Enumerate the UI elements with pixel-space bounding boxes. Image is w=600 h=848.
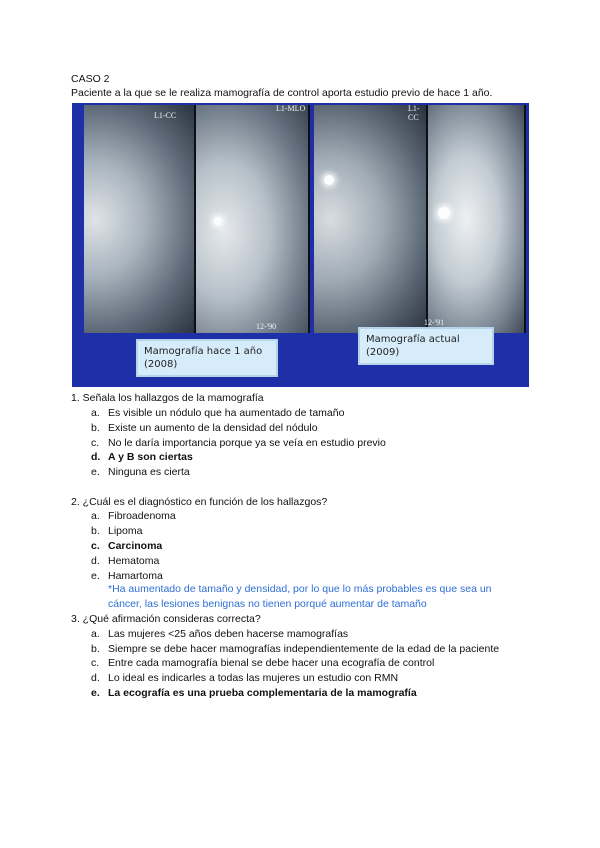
option xyxy=(91,643,499,655)
option-text: Lipoma xyxy=(108,525,143,537)
option-text: Carcinoma xyxy=(108,540,163,552)
option-text: Lo ideal es indicarles a todas las mujeres un estudio con RMN xyxy=(108,672,399,684)
option xyxy=(91,422,318,434)
caption-prior-line2: (2008) xyxy=(144,359,178,370)
mammogram-film-current-cc xyxy=(314,105,428,333)
option-text: No le daría importancia porque ya se veía en estudio previo xyxy=(108,437,386,449)
case-title: CASO 2 xyxy=(71,73,110,85)
option-letter: e. xyxy=(91,687,100,699)
option-letter: e. xyxy=(91,466,100,478)
question-2: 2. ¿Cuál es el diagnóstico en función de los hallazgos? xyxy=(71,496,328,508)
caption-current-line2: (2009) xyxy=(366,347,400,358)
option xyxy=(91,525,142,537)
caption-current xyxy=(358,327,494,365)
option-correct xyxy=(91,451,193,463)
caption-current-line1: Mamografía actual xyxy=(366,334,460,345)
option xyxy=(91,555,159,567)
film-label: L1-MLO xyxy=(276,104,306,113)
option xyxy=(91,510,176,522)
option-letter: a. xyxy=(91,628,100,640)
film-date: 12-'91 xyxy=(424,318,445,327)
mammogram-film-prior-mlo xyxy=(196,105,310,333)
option-letter: c. xyxy=(91,437,100,449)
film-date: 12-'90 xyxy=(256,322,277,331)
option-letter: a. xyxy=(91,407,100,419)
option-correct xyxy=(91,687,417,699)
option-text: A y B son ciertas xyxy=(108,451,193,463)
nodule-current-mlo xyxy=(438,207,450,219)
case-intro: Paciente a la que se le realiza mamografía de control aporta estudio previo de hace 1 año. xyxy=(71,87,493,99)
option-letter: c. xyxy=(91,657,100,669)
option-letter: a. xyxy=(91,510,100,522)
option-letter: d. xyxy=(91,451,101,463)
option-letter: b. xyxy=(91,525,100,537)
option xyxy=(91,466,190,478)
option-letter: c. xyxy=(91,540,100,552)
option-text: Existe un aumento de la densidad del nódulo xyxy=(108,422,318,434)
option xyxy=(91,437,386,449)
option-text: Siempre se debe hacer mamografías independientemente de la edad de la paciente xyxy=(108,643,500,655)
option-text: Hamartoma xyxy=(108,570,163,582)
mammogram-film-current-mlo xyxy=(424,105,526,333)
caption-prior-line1: Mamografía hace 1 año xyxy=(144,346,263,357)
option xyxy=(91,570,163,582)
option-letter: b. xyxy=(91,643,100,655)
nodule-prior xyxy=(214,217,222,225)
option-text: Ninguna es cierta xyxy=(108,466,190,478)
caption-prior xyxy=(136,339,278,377)
answer-note-line2: cáncer, las lesiones benignas no tienen porqué aumentar de tamaño xyxy=(108,598,427,610)
option-text: Hematoma xyxy=(108,555,160,567)
film-label: L1-CC xyxy=(408,104,420,122)
nodule-current-cc xyxy=(324,175,334,185)
option-text: Entre cada mamografía bienal se debe hacer una ecografía de control xyxy=(108,657,435,669)
question-1: 1. Señala los hallazgos de la mamografía xyxy=(71,392,264,404)
option-text: La ecografía es una prueba complementaria de la mamografía xyxy=(108,687,417,699)
option xyxy=(91,657,434,669)
option-letter: d. xyxy=(91,672,100,684)
option-text: Es visible un nódulo que ha aumentado de tamaño xyxy=(108,407,345,419)
answer-note xyxy=(108,582,528,612)
option-letter: b. xyxy=(91,422,100,434)
option-text: Las mujeres <25 años deben hacerse mamografías xyxy=(108,628,349,640)
mammography-figure xyxy=(72,103,529,387)
option-text: Fibroadenoma xyxy=(108,510,176,522)
answer-note-line1: *Ha aumentado de tamaño y densidad, por lo que lo más probables es que sea un xyxy=(108,583,492,595)
mammogram-film-prior-cc xyxy=(84,105,196,333)
option xyxy=(91,407,344,419)
option-letter: d. xyxy=(91,555,100,567)
option-correct xyxy=(91,540,162,552)
option xyxy=(91,672,398,684)
question-3: 3. ¿Qué afirmación consideras correcta? xyxy=(71,613,261,625)
option xyxy=(91,628,348,640)
film-label: L1-CC xyxy=(154,111,177,120)
option-letter: e. xyxy=(91,570,100,582)
